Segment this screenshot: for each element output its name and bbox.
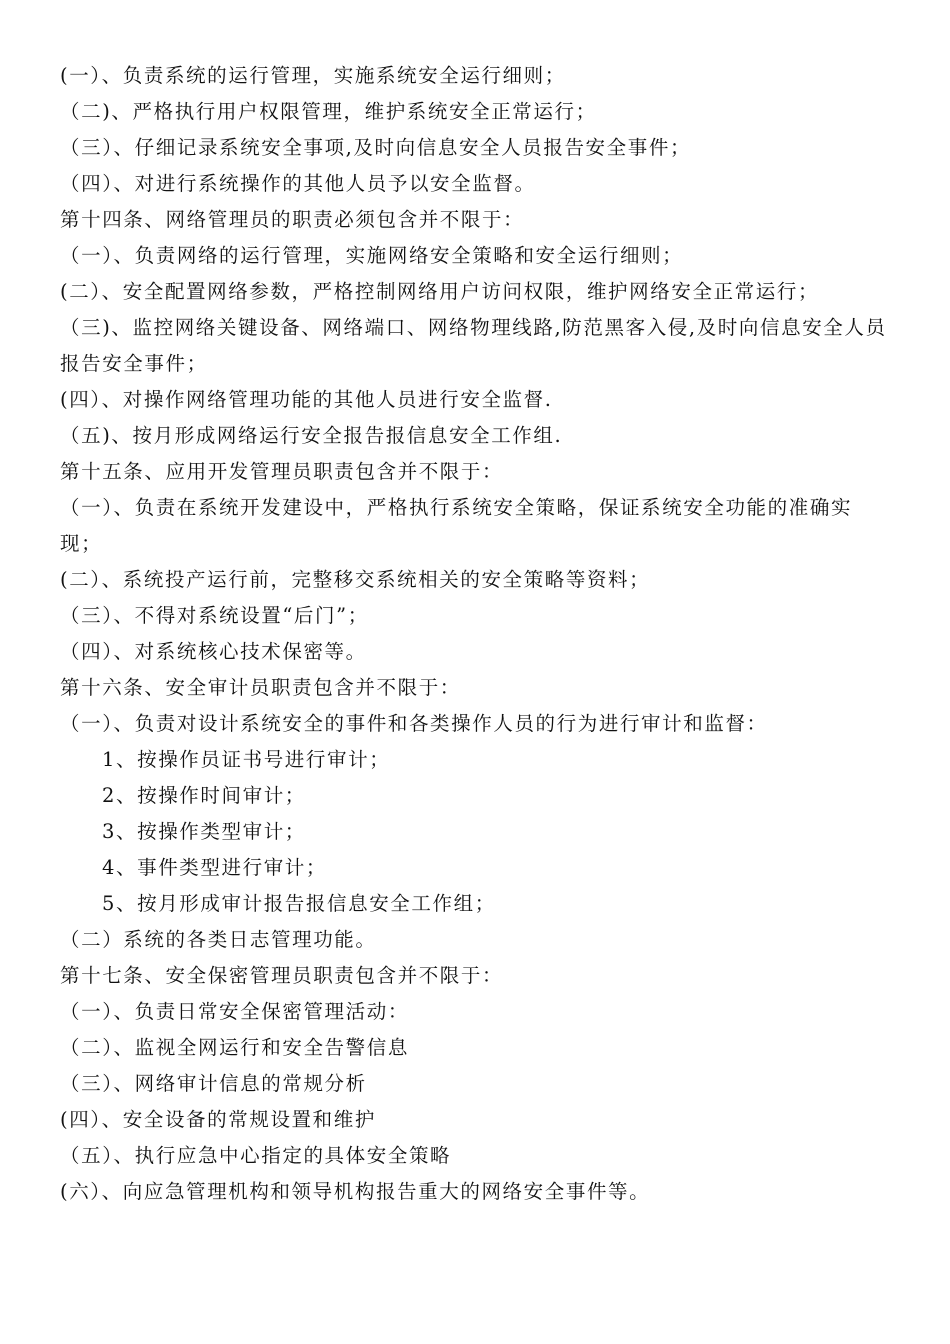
paragraph-line: 第十七条、安全保密管理员职责包含并不限于： (60, 964, 504, 987)
paragraph-line: 3、按操作类型审计； (102, 820, 306, 843)
paragraph-line: 第十五条、应用开发管理员职责包含并不限于： (60, 460, 504, 483)
paragraph-line: 第十四条、网络管理员的职责必须包含并不限于： (60, 208, 525, 231)
paragraph-line: （五）、执行应急中心指定的具体安全策略 (60, 1144, 452, 1167)
paragraph-line: 4、事件类型进行审计； (102, 856, 328, 879)
paragraph-line: (六）、向应急管理机构和领导机构报告重大的网络安全事件等。 (60, 1180, 651, 1203)
paragraph-line: （五)、按月形成网络运行安全报告报信息安全工作组. (60, 424, 563, 447)
paragraph-line: 2、按操作时间审计； (102, 784, 306, 807)
paragraph-line: （二）、监视全网运行和安全告警信息 (60, 1036, 409, 1059)
paragraph-line: （三）、仔细记录系统安全事项,及时向信息安全人员报告安全事件； (60, 136, 692, 159)
paragraph-line: (四）、对操作网络管理功能的其他人员进行安全监督. (60, 388, 553, 411)
paragraph-line: （四）、对进行系统操作的其他人员予以安全监督。 (60, 172, 536, 195)
paragraph-line: (一）、负责系统的运行管理，实施系统安全运行细则； (60, 64, 566, 87)
paragraph-line: （一）、负责对设计系统安全的事件和各类操作人员的行为进行审计和监督： (60, 712, 768, 735)
paragraph-line: （一）、负责在系统开发建设中，严格执行系统安全策略，保证系统安全功能的准确实现； (60, 496, 853, 555)
paragraph-line: 第十六条、安全审计员职责包含并不限于： (60, 676, 461, 699)
paragraph-line: (四）、安全设备的常规设置和维护 (60, 1108, 376, 1131)
paragraph-line: （三）、不得对系统设置“后门”； (60, 604, 369, 627)
paragraph-line: （三）、网络审计信息的常规分析 (60, 1072, 367, 1095)
paragraph-line: （二)、严格执行用户权限管理，维护系统安全正常运行； (60, 100, 597, 123)
paragraph-line: （一）、负责网络的运行管理，实施网络安全策略和安全运行细则； (60, 244, 684, 267)
paragraph-line: 1、按操作员证书号进行审计； (102, 748, 391, 771)
paragraph-line: (二）、安全配置网络参数，严格控制网络用户访问权限，维护网络安全正常运行； (60, 280, 820, 303)
paragraph-line: (二）、系统投产运行前，完整移交系统相关的安全策略等资料； (60, 568, 651, 591)
paragraph-line: （三)、监控网络关键设备、网络端口、网络物理线路,防范黑客入侵,及时向信息安全人员报告安全事件； (60, 316, 887, 375)
paragraph-line: 5、按月形成审计报告报信息安全工作组； (102, 892, 496, 915)
paragraph-line: （一）、负责日常安全保密管理活动： (60, 1000, 409, 1023)
paragraph-line: （二）系统的各类日志管理功能。 (60, 928, 377, 951)
document-body (60, 58, 890, 1210)
paragraph-line: （四）、对系统核心技术保密等。 (60, 640, 367, 663)
